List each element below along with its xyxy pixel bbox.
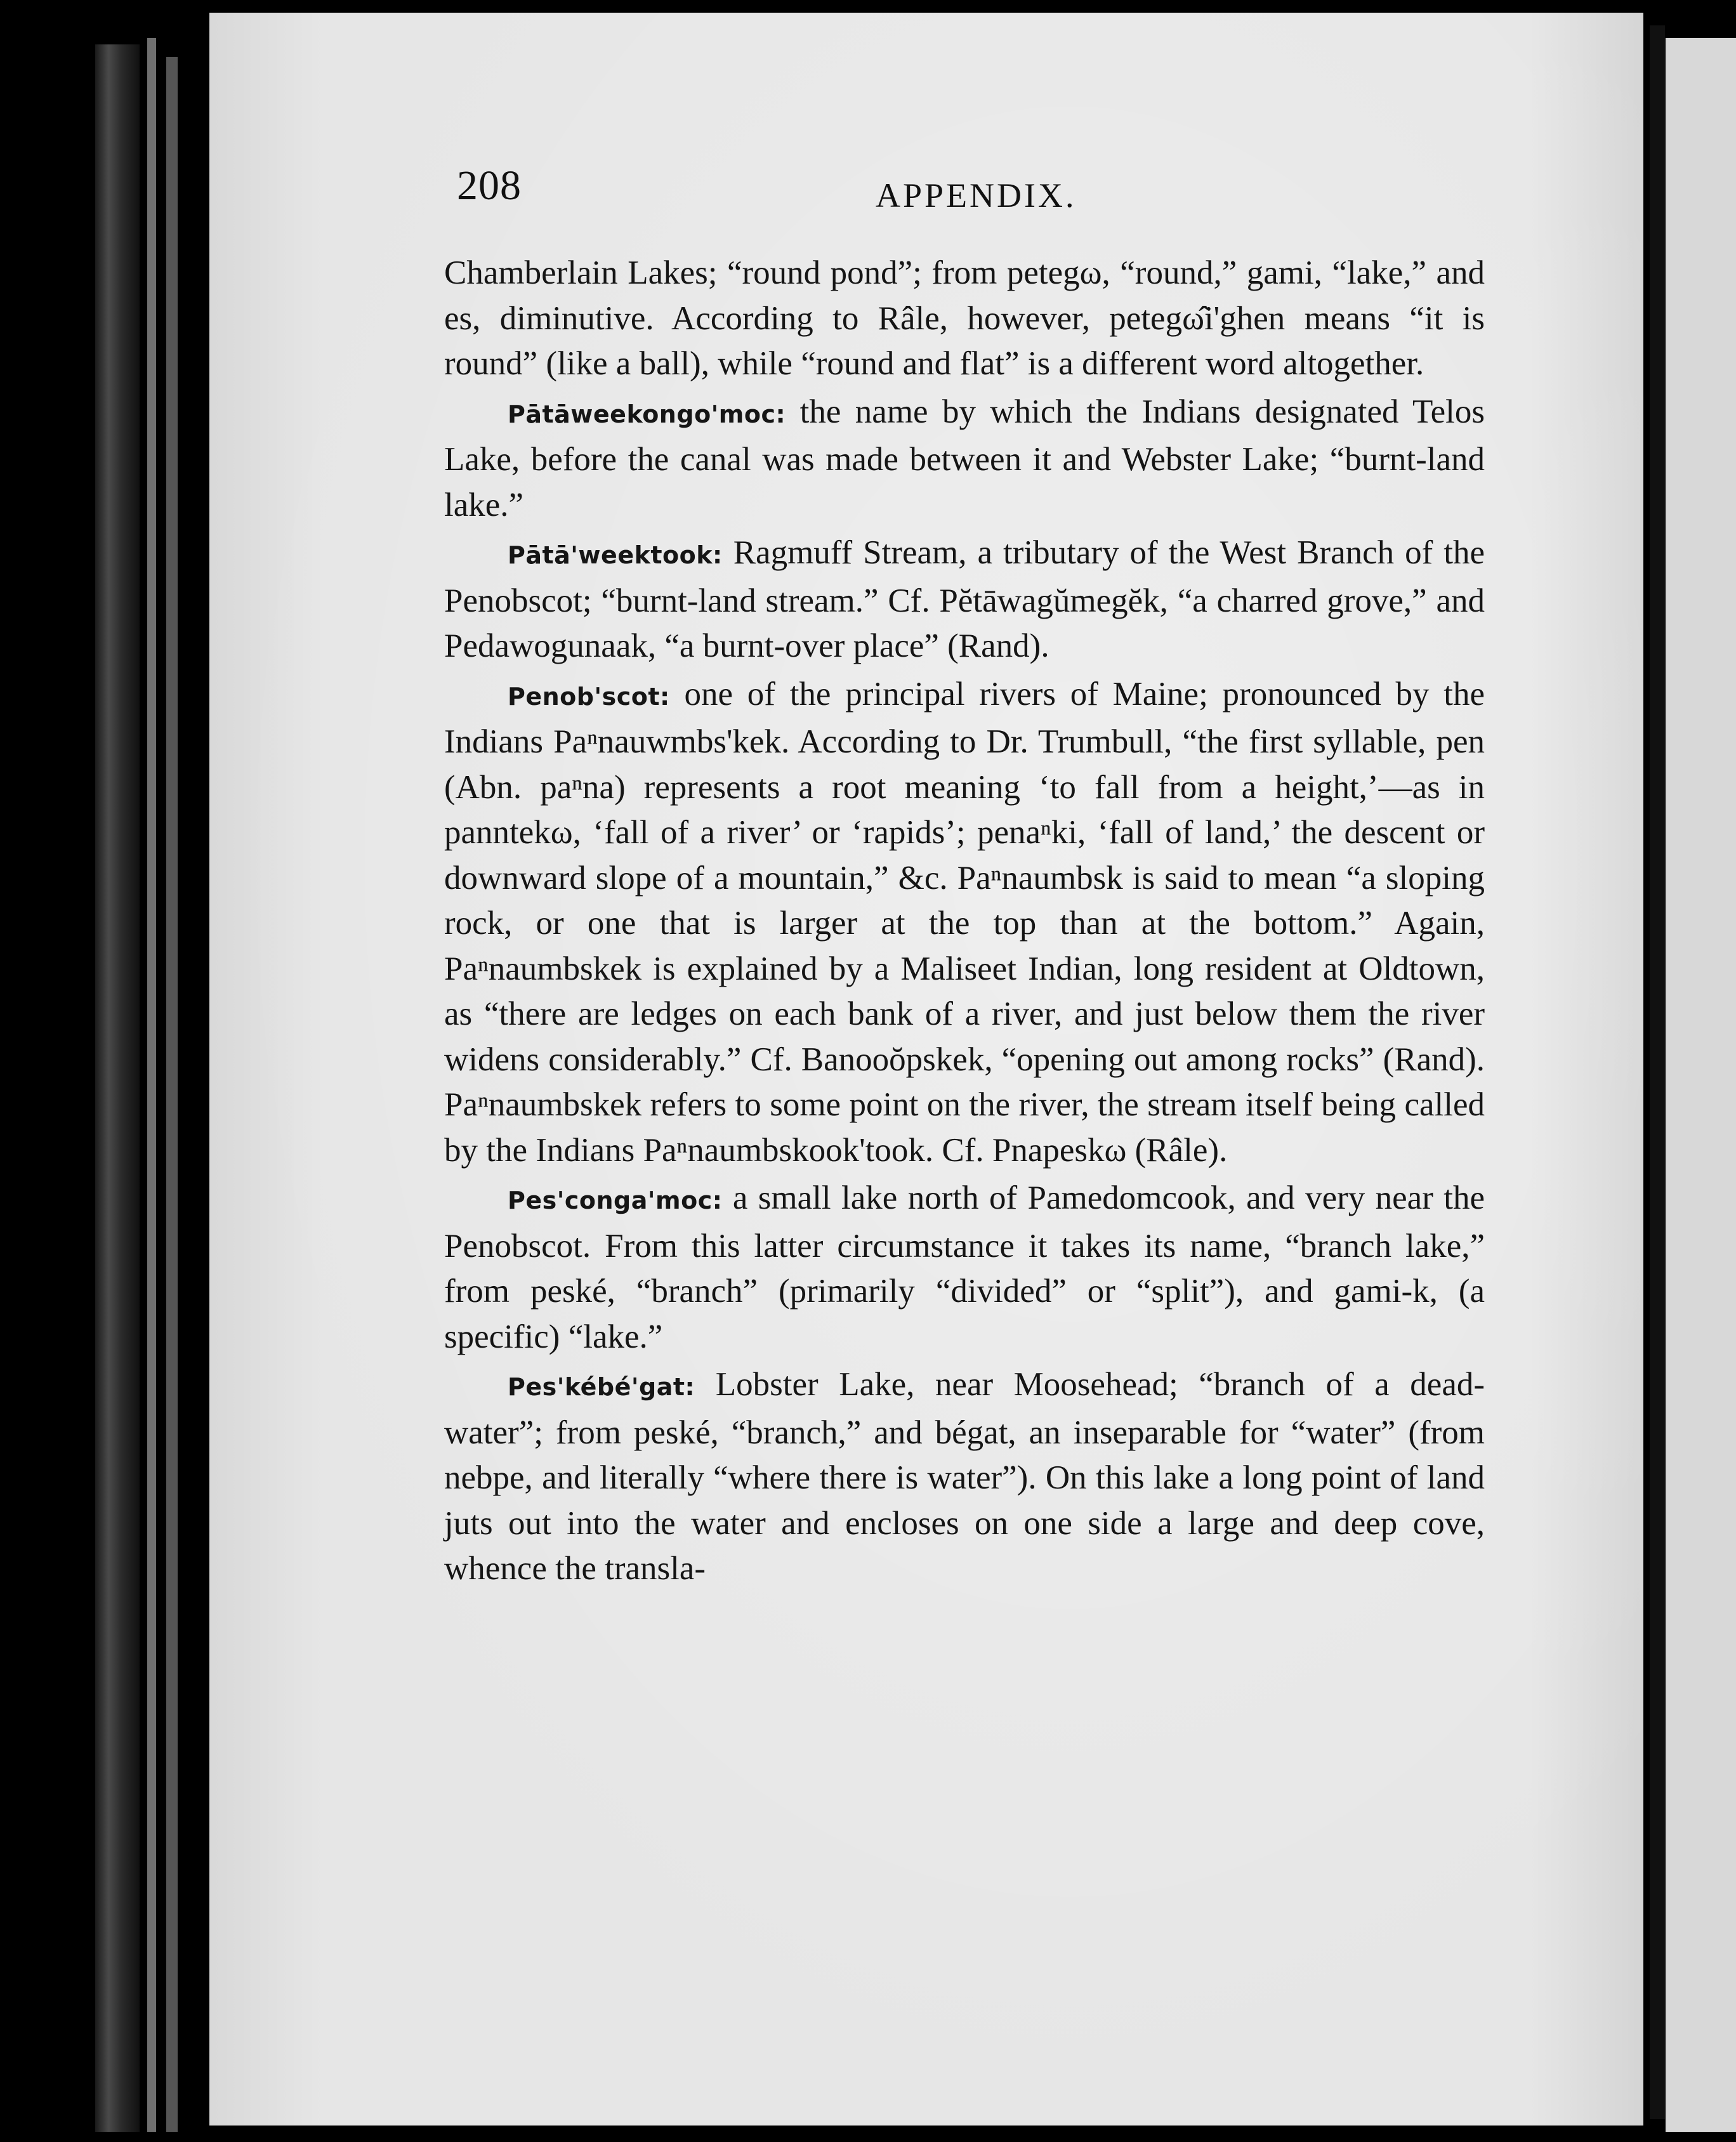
entry-headword: Pes'kébé'gat: [508,1373,695,1401]
entry-headword: Penob'scot: [508,682,670,711]
entry-text: a small lake north of Pamedomcook, and very near the Penobscot. From this latter circumstance it takes its name, “branch lake,” from peské, “branch” (primarily “divided” or “split”), and gami-k, (a specific) “lake.” [444,1179,1485,1355]
gutter-shadow [1650,25,1665,2119]
dictionary-entry [444,530,1485,669]
facing-page-edge [1666,38,1736,2132]
dictionary-entry [444,1176,1485,1360]
paragraph-continuation [444,251,1485,387]
entry-headword: Pātā'weektook: [508,541,723,569]
binding-line [147,38,156,2132]
entry-text: the name by which the Indians designated Telos Lake, before the canal was made between it and Webster Lake; “burnt-land lake.” [444,393,1485,523]
paragraph-text: Chamberlain Lakes; “round pond”; from petegω, “round,” gami, “lake,” and es, diminutive. According to Râle, however, petegω̂i'ghen means “it is round” (like a ball), while “round and flat” is a different word altogether. [444,254,1485,382]
dictionary-entry [444,672,1485,1174]
page-number: 208 [457,162,522,209]
binding-line-inner [166,57,178,2132]
entry-headword: Pes'conga'moc: [508,1186,723,1214]
entry-text: Ragmuff Stream, a tributary of the West Branch of the Penobscot; “burnt-land stream.” Cf. Pĕtāwagŭmegĕk, “a charred grove,” and Pedawogunaak, “a burnt-over place” (Rand). [444,534,1485,664]
book-spine-shadow [0,0,95,2142]
dictionary-entry [444,390,1485,529]
body-text [444,251,1485,1594]
entry-headword: Pātāweekongo'moc: [508,400,786,428]
book-spine [95,44,140,2132]
dictionary-entry [444,1362,1485,1592]
entry-text: one of the principal rivers of Maine; pronounced by the Indians Paⁿnauwmbs'kek. According to Dr. Trumbull, “the first syllable, pen (Abn. paⁿna) represents a root meaning ‘to fall from a height,’—as in panntekω, ‘fall of a river’ or ‘rapids’; penaⁿki, ‘fall of land,’ the descent or downward slope of a mountain,” &c. Paⁿnaumbsk is said to mean “a sloping rock, or one that is larger at the top than at the bottom.” Again, Paⁿnaumbskek is explained by a Maliseet Indian, long resident at Oldtown, as “there are ledges on each bank of a river, and just below them the river widens considerably.” Cf. Banooŏpskek, “opening out among rocks” (Rand). Paⁿnaumbskek refers to some point on the river, the stream itself being called by the Indians Paⁿnaumbskook'took. Cf. Pnapeskω (Râle). [444,675,1485,1169]
running-head-title: APPENDIX. [876,176,1077,214]
entry-text: Lobster Lake, near Moosehead; “branch of a dead-water”; from peské, “branch,” and bégat, an inseparable for “water” (from nebpe, and literally “where there is water”). On this lake a long point of land juts out into the water and encloses on one side a large and deep cove, whence the transla- [444,1366,1485,1587]
